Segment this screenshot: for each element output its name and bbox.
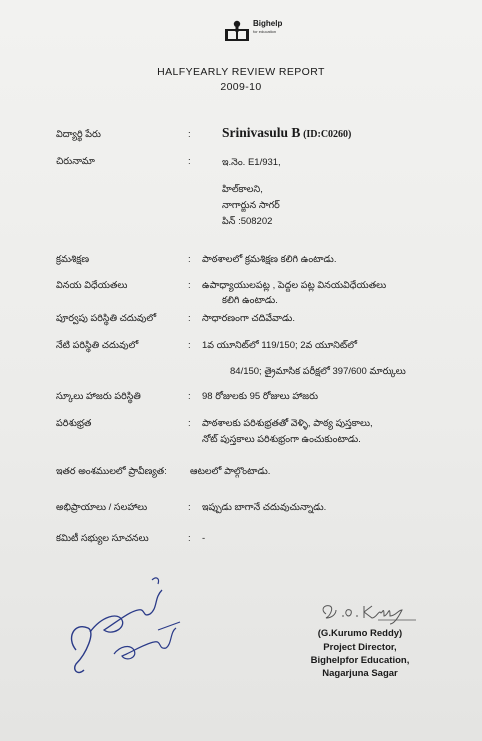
- field-label: స్కూలు హాజరు పరిస్థితి: [56, 391, 141, 402]
- bighelp-logo: [224, 20, 282, 42]
- signatory-name: (G.Kurumo Reddy): [317, 628, 403, 639]
- field-label: కమిటీ సభ్యుల సూచనలు: [56, 533, 149, 544]
- field-value: 84/150; త్రైమాసిక పరీక్షలో 397/600 మార్కులు: [230, 366, 406, 377]
- field-value: నోట్ పుస్తకాలు పరిశుభ్రంగా ఉంచుకుంటాడు.: [202, 434, 361, 445]
- address-line: హిల్‌కాలని,: [222, 184, 263, 195]
- field-value: పాఠశాలలో క్రమశిక్షణ కలిగి ఉంటాడు.: [202, 254, 337, 265]
- field-label: పూర్వపు పరిస్థితి చదువులో: [56, 313, 157, 324]
- book-logo-icon: [224, 20, 250, 42]
- field-label: ఇతర అంశములలో ప్రావీణ్యత:: [56, 466, 167, 477]
- field-label: నేటి పరిస్థితి చదువులో: [56, 340, 139, 351]
- report-year: 2009-10: [220, 81, 262, 93]
- signatory-org: Bighelpfor Education,: [310, 655, 410, 666]
- field-label: క్రమశిక్షణ: [56, 254, 90, 265]
- field-value: 98 రోజులకు 95 రోజులు హాజరు: [202, 391, 319, 402]
- signatory-role: Project Director,: [323, 642, 397, 653]
- student-id: (ID:C0260): [303, 129, 352, 140]
- field-label: అభిప్రాయాలు / సలహాలు: [56, 502, 148, 513]
- handwritten-signature-right: [318, 600, 418, 626]
- address-line: ఇ.నెం. E1/931,: [222, 157, 281, 168]
- handwritten-signature-left: [62, 572, 192, 682]
- field-value: ఇప్పుడు బాగానే చదువుచున్నాడు.: [202, 502, 327, 513]
- field-value: కలిగి ఉంటాడు.: [222, 295, 278, 306]
- report-page: Bighelp for education HALFYEARLY REVIEW REPORT 2009-10 విద్యార్థి పేరు : Srinivasulu B (ID:C0260) చిరునామా : ఇ.నెం. E1/931, హిల్‌కాలని, నాగార్జున సాగర్ పిన్ :508202 క్రమశిక్షణ : పాఠశాలలో క్రమశిక్షణ కలిగి ఉంటాడు. వినయ విధేయతలు : ఉపాధ్యాయులపట్ల , పెద్దల పట్ల వినయవిధేయతలు కలిగి ఉంటాడు. పూర్వపు పరిస్థితి చదువులో : సాధారణంగా చదివేవాడు. నేటి పరిస్థితి చదువులో : 1వ యూనిట్‌లో 119/150; 2వ యూనిట్‌లో 84/150; త్రైమాసిక పరీక్షలో 397/600 మార్కులు స్కూలు హాజరు పరిస్థితి : 98 రోజులకు 95 రోజులు హాజరు పరిశుభ్రత : పాఠశాలకు పరిశుభ్రతతో వెళ్ళి, పాఠ్య పుస్తకాలు, నోట్ పుస్తకాలు పరిశుభ్రంగా ఉంచుకుంటాడు. ఇతర అంశములలో ప్రావీణ్యత: ఆటలలో పాల్గొంటాడు. అభిప్రాయాలు / సలహాలు : ఇప్పుడు బాగానే చదువుచున్నాడు. కమిటీ సభ్యుల సూచనలు : - (G.Kurumo Reddy) Project Director, Bighelpfor Education, Nagarjuna Sagar: [0, 0, 482, 741]
- field-label: పరిశుభ్రత: [56, 418, 92, 429]
- logo-tagline: for education: [253, 29, 277, 34]
- field-value: -: [202, 533, 206, 544]
- report-title: HALFYEARLY REVIEW REPORT: [157, 66, 325, 78]
- field-label: చిరునామా: [56, 156, 95, 167]
- field-value: పాఠశాలకు పరిశుభ్రతతో వెళ్ళి, పాఠ్య పుస్తకాలు,: [202, 418, 373, 429]
- student-name: Srinivasulu B: [222, 125, 301, 140]
- address-line: నాగార్జున సాగర్: [222, 200, 280, 211]
- field-label: వినయ విధేయతలు: [56, 280, 128, 291]
- field-value: ఆటలలో పాల్గొంటాడు.: [190, 466, 271, 477]
- field-label: విద్యార్థి పేరు: [56, 129, 101, 140]
- field-value: ఉపాధ్యాయులపట్ల , పెద్దల పట్ల వినయవిధేయతలు: [202, 280, 387, 291]
- logo-name: Bighelp: [253, 19, 283, 28]
- field-value: 1వ యూనిట్‌లో 119/150; 2వ యూనిట్‌లో: [202, 340, 358, 351]
- field-value: సాధారణంగా చదివేవాడు.: [202, 313, 295, 324]
- address-line: పిన్ :508202: [222, 216, 273, 227]
- signatory-place: Nagarjuna Sagar: [322, 668, 398, 679]
